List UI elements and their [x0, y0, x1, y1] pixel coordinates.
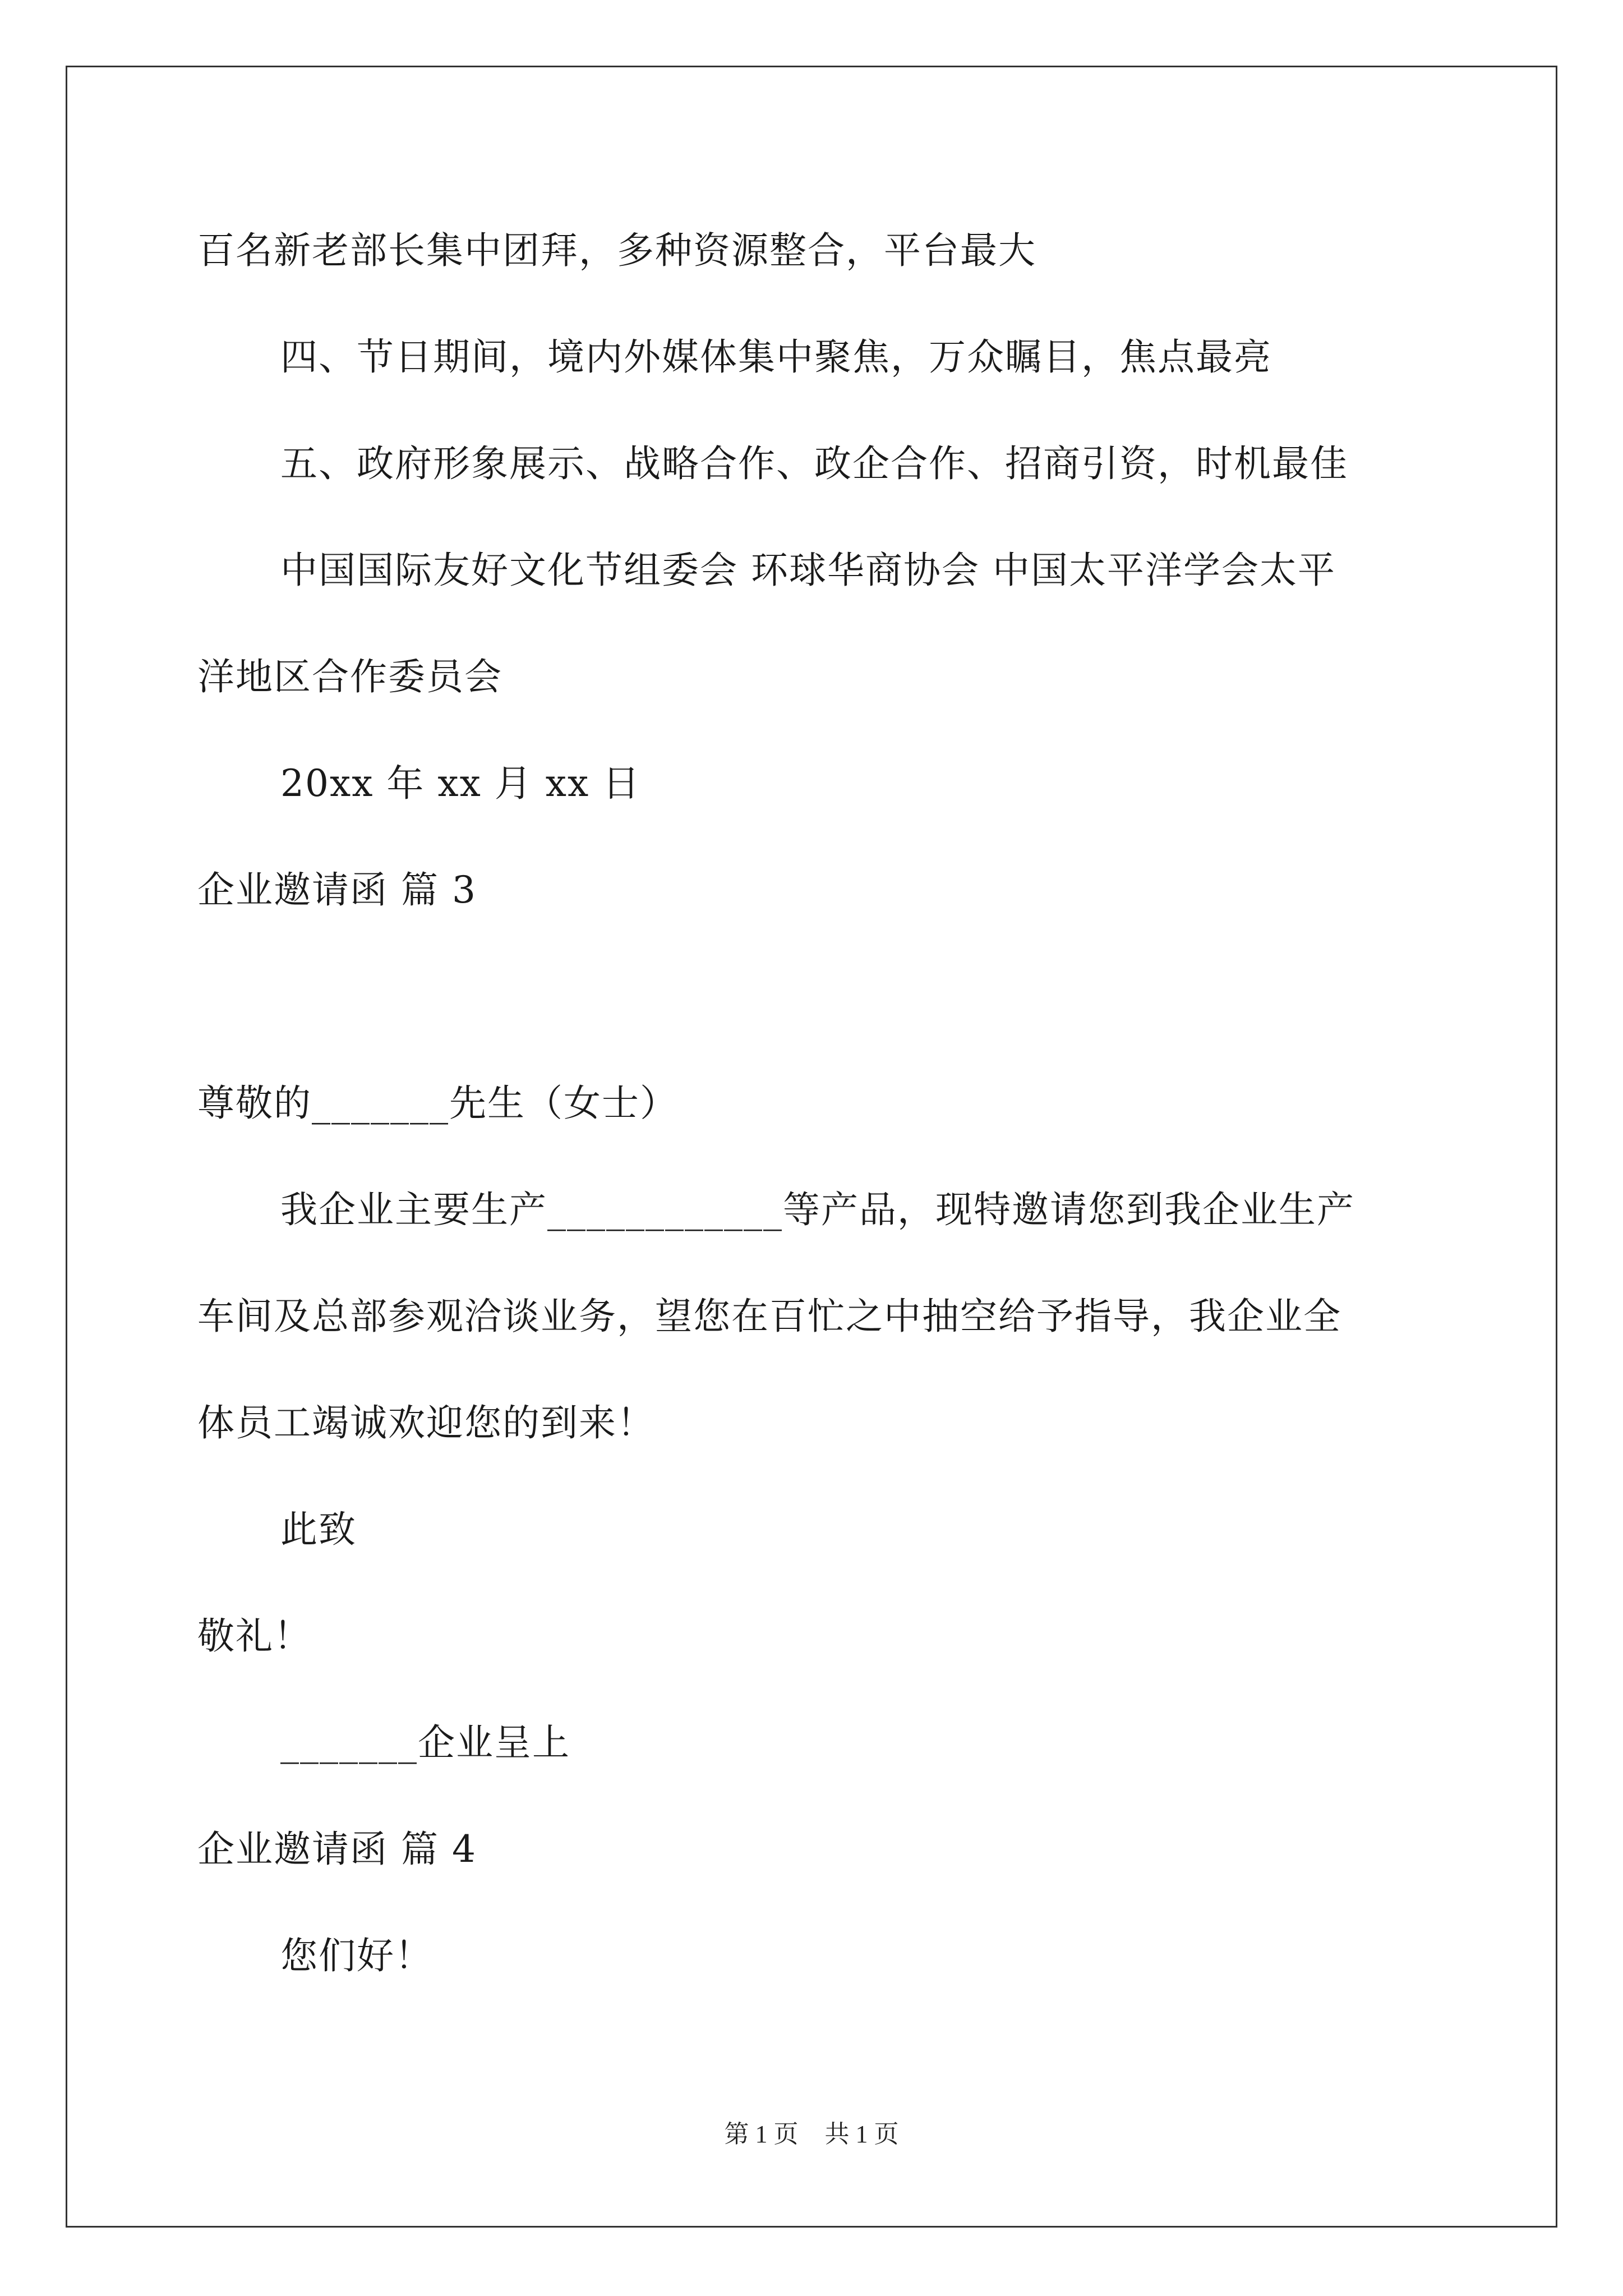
body-line-invite-1: 我企业主要生产____________等产品，现特邀请您到我企业生产: [280, 1188, 1355, 1231]
date-line: 20xx 年 xx 月 xx 日: [280, 762, 641, 805]
body-line-item-four: 四、节日期间，境内外媒体集中聚焦，万众瞩目，焦点最亮: [280, 335, 1272, 379]
section-heading-4: 企业邀请函 篇 4: [197, 1828, 477, 1871]
body-line-invite-3: 体员工竭诚欢迎您的到来！: [197, 1401, 655, 1444]
body-line-organizers: 中国国际友好文化节组委会 环球华商协会 中国太平洋学会太平: [280, 549, 1336, 592]
body-line-item-five: 五、政府形象展示、战略合作、政企合作、招商引资，时机最佳: [280, 442, 1348, 485]
regards-line: 敬礼！: [197, 1614, 312, 1658]
signature-line: _______企业呈上: [280, 1721, 570, 1764]
body-line-organizers-cont: 洋地区合作委员会: [197, 655, 502, 698]
body-line-platform: 百名新老部长集中团拜，多种资源整合，平台最大: [197, 229, 1036, 272]
page-footer: [0, 2114, 1623, 2150]
salutation-line: 尊敬的_______先生（女士）: [197, 1082, 678, 1125]
section-heading-3: 企业邀请函 篇 3: [197, 868, 477, 912]
closing-line: 此致: [280, 1508, 357, 1551]
greeting-line: 您们好！: [280, 1934, 433, 1977]
page-total: 共 1 页: [824, 2120, 899, 2148]
body-line-invite-2: 车间及总部参观洽谈业务，望您在百忙之中抽空给予指导，我企业全: [197, 1295, 1341, 1338]
page-number: 第 1 页: [724, 2120, 799, 2148]
page-border: [66, 66, 1557, 2228]
